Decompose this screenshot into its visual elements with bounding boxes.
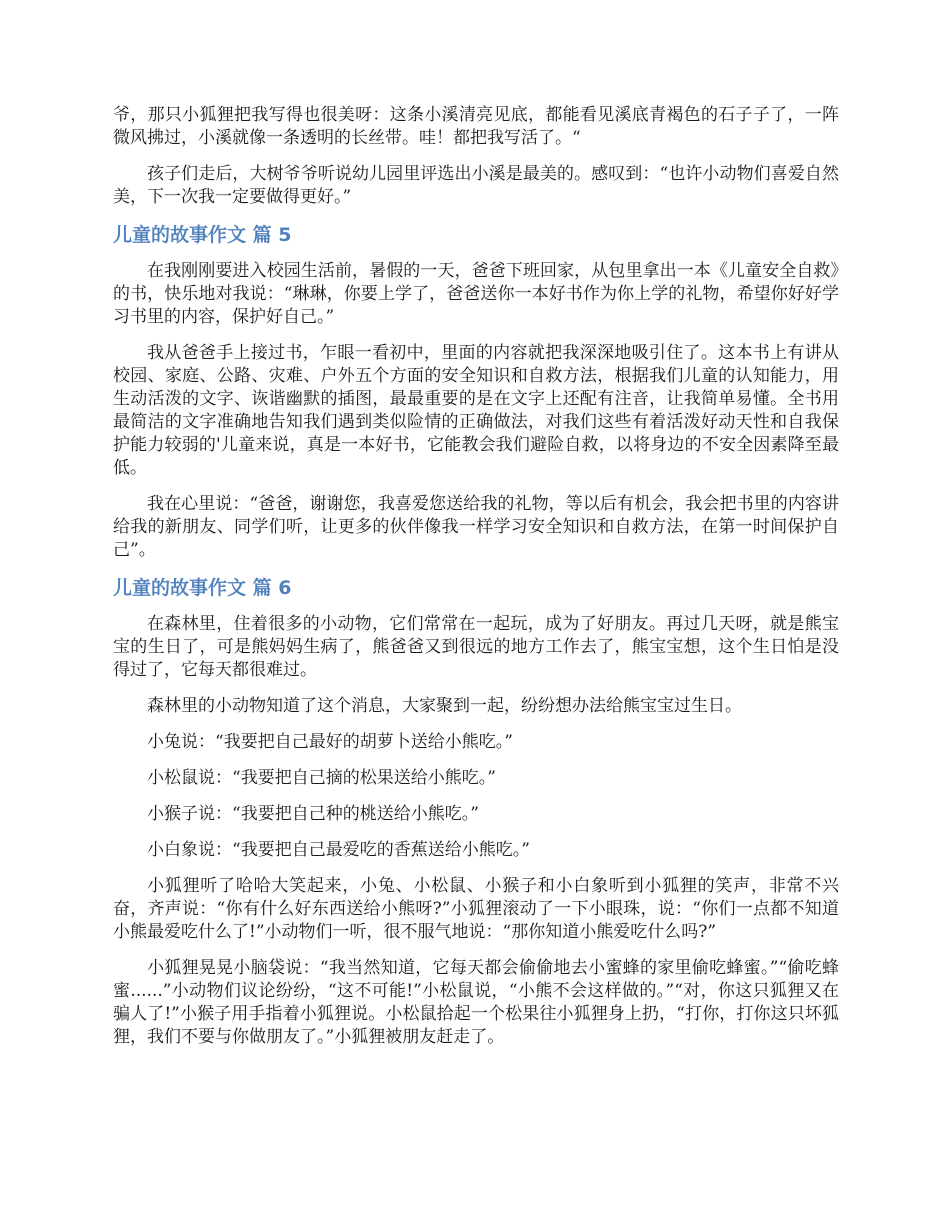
paragraph: 小狐狸晃晃小脑袋说：“我当然知道，它每天都会偷偷地去小蜜蜂的家里偷吃蜂蜜。”“偷吃蜂蜜......”小动物们议论纷纷，“这不可能!”小松鼠说，“小熊不会这样做的。”“对，你这只狐狸又在骗人了!”小猴子用手指着小狐狸说。小松鼠拾起一个松果往小狐狸身上扔，“打你，打你这只坏狐狸，我们不要与你做朋友了。”小狐狸被朋友赶走了。: [113, 958, 839, 1047]
paragraph: 小白象说：“我要把自己最爱吃的香蕉送给小熊吃。”: [147, 840, 530, 860]
paragraph: 我从爸爸手上接过书，乍眼一看初中，里面的内容就把我深深地吸引住了。这本书上有讲从校园、家庭、公路、灾难、户外五个方面的安全知识和自救方法，根据我们儿童的认知能力，用生动活泼的文字、诙谐幽默的插图，最最重要的是在文字上还配有注音，让我简单易懂。全书用最简洁的文字准确地告知我们遇到类似险情的正确做法，对我们这些有着活泼好动天性和自我保护能力较弱的'儿童来说，真是一本好书，它能教会我们避险自救，以将身边的不安全因素降至最低。: [113, 343, 839, 478]
paragraph: 在森林里，住着很多的小动物，它们常常在一起玩，成为了好朋友。再过几天呀，就是熊宝宝的生日了，可是熊妈妈生病了，熊爸爸又到很远的地方工作去了，熊宝宝想，这个生日怕是没得过了，它每天都很难过。: [113, 614, 839, 680]
paragraph: 小松鼠说：“我要把自己摘的松果送给小熊吃。”: [147, 768, 496, 788]
paragraph: 小猴子说：“我要把自己种的桃送给小熊吃。”: [147, 804, 479, 824]
section-heading-5: 儿童的故事作文 篇 5: [113, 224, 292, 246]
paragraph: 小兔说：“我要把自己最好的胡萝卜送给小熊吃。”: [147, 732, 513, 752]
paragraph: 在我刚刚要进入校园生活前，暑假的一天，爸爸下班回家，从包里拿出一本《儿童安全自救》的书，快乐地对我说：“琳琳，你要上学了，爸爸送你一本好书作为你上学的礼物，希望你好好学习书里的内容，保护好自己。”: [113, 261, 839, 327]
paragraph: 小狐狸听了哈哈大笑起来，小兔、小松鼠、小猴子和小白象听到小狐狸的笑声，非常不兴奋，齐声说：“你有什么好东西送给小熊呀?”小狐狸滚动了一下小眼珠，说：“你们一点都不知道小熊最爱吃什么了!”小动物们一听，很不服气地说：“那你知道小熊爱吃什么吗?”: [113, 876, 839, 942]
paragraph: 爷，那只小狐狸把我写得也很美呀：这条小溪清亮见底，都能看见溪底青褐色的石子子了，一阵微风拂过，小溪就像一条透明的长丝带。哇！都把我写活了。“: [113, 105, 839, 148]
document-page: [113, 104, 839, 1062]
paragraph: 我在心里说：“爸爸，谢谢您，我喜爱您送给我的礼物，等以后有机会，我会把书里的内容讲给我的新朋友、同学们听，让更多的伙伴像我一样学习安全知识和自救方法，在第一时间保护自己”。: [113, 494, 839, 560]
paragraph: 孩子们走后，大树爷爷听说幼儿园里评选出小溪是最美的。感叹到：“也许小动物们喜爱自然美，下一次我一定要做得更好。”: [113, 164, 839, 207]
section-heading-6: 儿童的故事作文 篇 6: [113, 577, 292, 599]
paragraph: 森林里的小动物知道了这个消息，大家聚到一起，纷纷想办法给熊宝宝过生日。: [147, 696, 742, 716]
